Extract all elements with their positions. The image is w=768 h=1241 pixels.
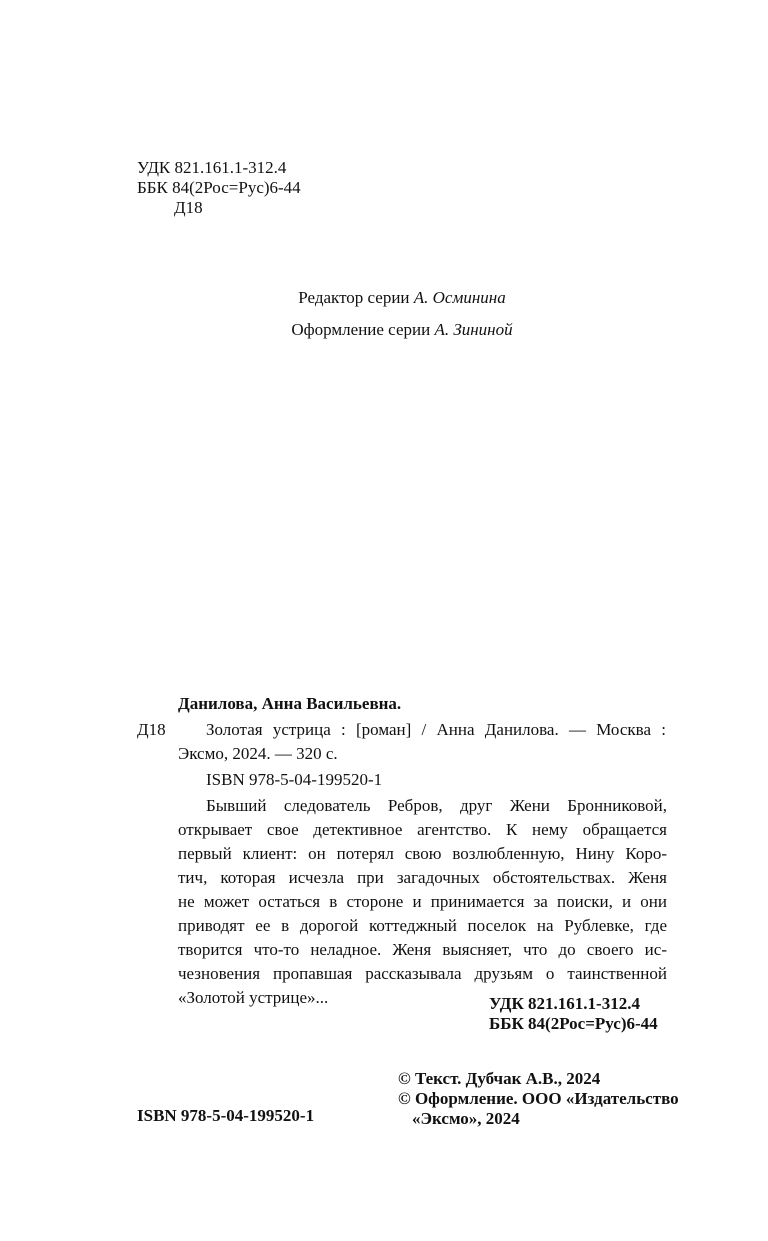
isbn-bottom: ISBN 978-5-04-199520-1 <box>137 1106 315 1125</box>
series-editor-label: Редактор серии <box>298 288 414 307</box>
annotation-line: Бывший следователь Ребров, друг Жени Бронниковой, <box>206 796 667 815</box>
series-design-label: Оформление серии <box>291 320 435 339</box>
series-design-name: А. Зининой <box>434 320 513 339</box>
series-design <box>0 319 768 341</box>
annotation-line: не может остаться в стороне и принимается за поиски, и они <box>178 892 667 911</box>
series-editor <box>0 287 768 309</box>
annotation-line: творится что-то неладное. Женя выясняет, что до своего ис- <box>178 940 667 959</box>
bib-title-line: Золотая устрица : [роман] / Анна Данилова. — Москва : <box>206 720 666 739</box>
annotation-line: приводят ее в дорогой коттеджный поселок на Рублевке, где <box>178 916 667 935</box>
annotation-line: «Золотой устрице»... <box>178 988 329 1007</box>
copyright-publisher: «Эксмо», 2024 <box>412 1109 520 1128</box>
annotation-line: открывает свое детективное агентство. К нему обращается <box>178 820 667 839</box>
annotation-line: чезновения пропавшая рассказывала друзьям о таинственной <box>178 964 667 983</box>
bib-author-code: Д18 <box>137 720 166 739</box>
bottom-bbk: ББК 84(2Рос=Рус)6-44 <box>489 1014 658 1033</box>
copyright-text: © Текст. Дубчак А.В., 2024 <box>398 1069 601 1088</box>
bib-isbn: ISBN 978-5-04-199520-1 <box>206 770 383 789</box>
top-author-code: Д18 <box>174 198 203 217</box>
annotation-line: тич, которая исчезла при загадочных обстоятельствах. Женя <box>178 868 667 887</box>
annotation-line: первый клиент: он потерял свою возлюбленную, Нину Коро- <box>178 844 667 863</box>
bib-author: Данилова, Анна Васильевна. <box>178 694 402 713</box>
top-bbk: ББК 84(2Рос=Рус)6-44 <box>137 178 301 197</box>
copyright-design: © Оформление. ООО «Издательство <box>398 1089 679 1108</box>
bib-publisher-line: Эксмо, 2024. — 320 с. <box>178 744 338 763</box>
bottom-udk: УДК 821.161.1-312.4 <box>489 994 640 1013</box>
top-udk: УДК 821.161.1-312.4 <box>137 158 287 177</box>
series-editor-name: А. Осминина <box>413 288 506 307</box>
